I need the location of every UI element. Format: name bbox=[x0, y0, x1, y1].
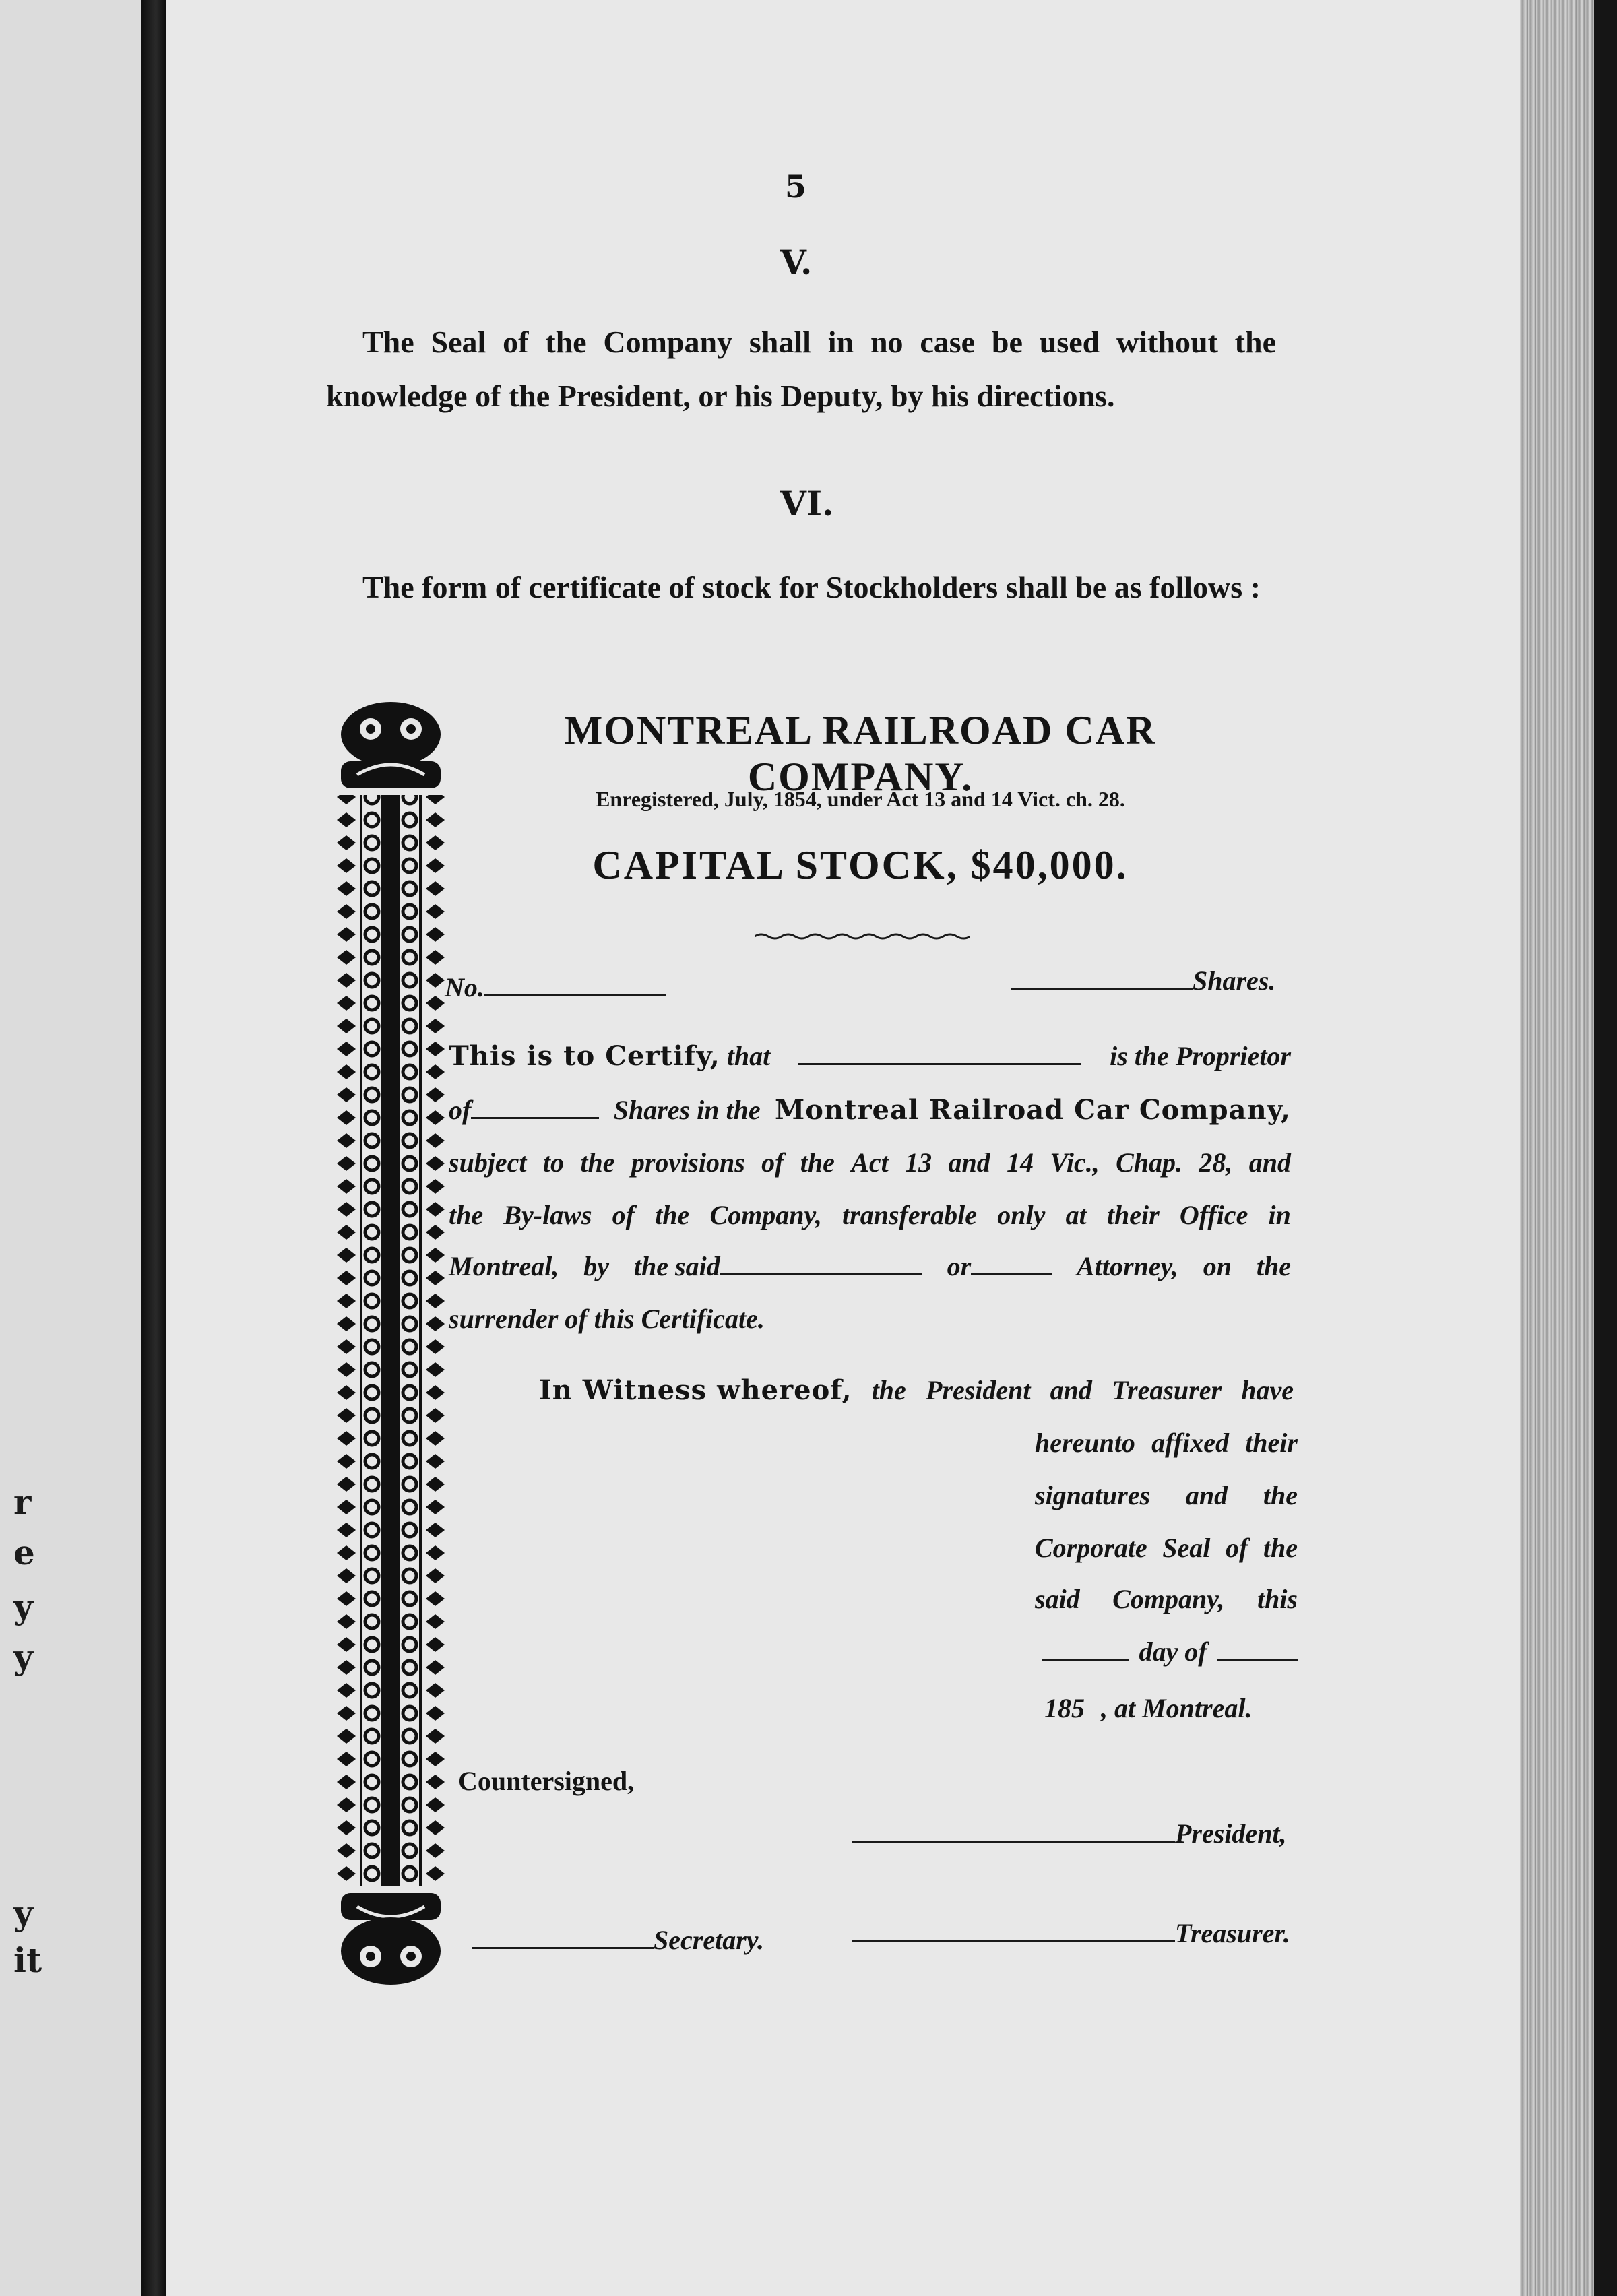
text-word: the bbox=[580, 1147, 615, 1178]
bylaws-line bbox=[449, 1199, 1291, 1231]
text-word: of bbox=[761, 1147, 784, 1178]
secretary-signature-line bbox=[472, 1924, 764, 1956]
text-word: or bbox=[947, 1251, 972, 1281]
witness-whereof-line bbox=[539, 1374, 1294, 1406]
month-blank bbox=[1217, 1638, 1298, 1661]
text-word: Act bbox=[851, 1147, 889, 1178]
shares-blank bbox=[1011, 967, 1193, 990]
montreal-said-line bbox=[449, 1250, 1291, 1282]
secretary-label: Secretary. bbox=[654, 1925, 765, 1955]
text-word: of bbox=[612, 1200, 635, 1230]
shares-label: Shares. bbox=[1193, 965, 1276, 996]
treasurer-signature-line bbox=[852, 1917, 1290, 1949]
text-word: Montreal, bbox=[449, 1251, 559, 1281]
ornament-top-cap bbox=[341, 702, 441, 788]
section-vi-heading: VI. bbox=[780, 484, 834, 523]
ornament-bottom-cap bbox=[341, 1893, 441, 1985]
company-name-gothic: Montreal Railroad Car Company, bbox=[774, 1094, 1291, 1126]
number-blank bbox=[484, 974, 666, 996]
adjacent-page-edge bbox=[0, 0, 141, 2296]
certify-lead: This is to Certify, bbox=[449, 1040, 720, 1072]
day-of-text: day of bbox=[1139, 1636, 1207, 1667]
certify-line bbox=[449, 1040, 1291, 1072]
certificate-company-name: MONTREAL RAILROAD CAR COMPANY. bbox=[564, 708, 1157, 799]
text-word: their bbox=[1106, 1200, 1160, 1230]
text-word: Treasurer bbox=[1112, 1375, 1222, 1405]
text-word: on bbox=[1203, 1251, 1232, 1281]
year-place-line bbox=[1044, 1692, 1298, 1724]
decorative-rule bbox=[755, 931, 970, 940]
text-word: Company, bbox=[709, 1200, 822, 1230]
certificate-registration: Enregistered, July, 1854, under Act 13 and 14 Vict. ch. 28. bbox=[596, 787, 1125, 811]
text-word: Attorney, bbox=[1077, 1251, 1178, 1281]
text-word: 13 bbox=[905, 1147, 932, 1178]
secretary-signature-blank bbox=[472, 1927, 654, 1949]
text-word: Vic., bbox=[1050, 1147, 1100, 1178]
witness-col-line: hereunto affixed their bbox=[1035, 1428, 1298, 1458]
adjacent-page-fragment: e bbox=[13, 1533, 35, 1572]
of-word: of bbox=[449, 1095, 472, 1125]
treasurer-signature-blank bbox=[852, 1920, 1175, 1942]
text-word: by bbox=[583, 1251, 610, 1281]
text-word: the bbox=[655, 1200, 690, 1230]
text-word: and bbox=[1248, 1147, 1291, 1178]
that-word: that bbox=[726, 1041, 771, 1071]
president-label: President, bbox=[1175, 1818, 1287, 1849]
adjacent-page-fragment: y bbox=[13, 1893, 34, 1933]
text-word: and bbox=[948, 1147, 990, 1178]
shares-count-field bbox=[1011, 965, 1275, 996]
witness-lead: In Witness whereof, bbox=[539, 1374, 852, 1406]
year-prefix: 185 bbox=[1044, 1693, 1085, 1723]
witness-col-line: said Company, this bbox=[1035, 1584, 1298, 1614]
adjacent-page-fragment: it bbox=[13, 1940, 42, 1980]
countersigned-label: Countersigned, bbox=[458, 1766, 635, 1796]
president-signature-line bbox=[852, 1818, 1287, 1849]
treasurer-label: Treasurer. bbox=[1175, 1918, 1290, 1948]
ornamental-border bbox=[330, 694, 451, 1994]
text-word: President bbox=[925, 1375, 1031, 1405]
text-word: the bbox=[449, 1200, 484, 1230]
book-gutter bbox=[141, 0, 166, 2296]
section-v-text: The Seal of the Company shall in no case be used without the knowledge of the President, or his Deputy, by his directions. bbox=[326, 325, 1276, 413]
certificate-number-field bbox=[445, 971, 666, 1003]
text-word: and bbox=[1050, 1375, 1092, 1405]
witness-col-line: signatures and the bbox=[1035, 1480, 1298, 1510]
president-signature-blank bbox=[852, 1820, 1175, 1843]
text-word: the said bbox=[633, 1251, 720, 1281]
number-label: No. bbox=[445, 972, 484, 1002]
text-word: to bbox=[542, 1147, 565, 1178]
text-word: Chap. bbox=[1116, 1147, 1183, 1178]
text-word: in bbox=[1268, 1200, 1291, 1230]
text-word: transferable bbox=[842, 1200, 978, 1230]
text-word: at bbox=[1065, 1200, 1087, 1230]
adjacent-page-fragment: r bbox=[13, 1482, 32, 1522]
proprietor-name-blank bbox=[798, 1043, 1081, 1065]
shares-in-text: Shares in the bbox=[613, 1095, 761, 1125]
witness-col-line: Corporate Seal of the bbox=[1035, 1533, 1298, 1563]
day-blank bbox=[1042, 1638, 1129, 1661]
adjacent-page-fragment: y bbox=[13, 1637, 34, 1677]
text-word: have bbox=[1241, 1375, 1294, 1405]
attorney-blank bbox=[971, 1253, 1052, 1275]
text-word: subject bbox=[449, 1147, 527, 1178]
adjacent-page-fragment: y bbox=[13, 1587, 34, 1626]
place-text: , at Montreal. bbox=[1101, 1693, 1253, 1723]
text-word: the bbox=[1256, 1251, 1291, 1281]
certificate-capital-stock: CAPITAL STOCK, $40,000. bbox=[592, 843, 1129, 887]
provisions-line bbox=[449, 1147, 1291, 1178]
text-word: 28, bbox=[1199, 1147, 1233, 1178]
text-word: 14 bbox=[1007, 1147, 1034, 1178]
text-word: the bbox=[871, 1375, 906, 1405]
section-vi-text: The form of certificate of stock for Stockholders shall be as follows : bbox=[362, 570, 1261, 604]
page-number: 5 bbox=[785, 168, 807, 205]
text-word: only bbox=[997, 1200, 1046, 1230]
text-word: By-laws bbox=[503, 1200, 592, 1230]
holder-name-blank bbox=[720, 1253, 922, 1275]
share-count-blank bbox=[471, 1097, 599, 1119]
day-of-line bbox=[1042, 1636, 1298, 1667]
surrender-line: surrender of this Certificate. bbox=[449, 1304, 765, 1334]
shares-in-line bbox=[449, 1094, 1291, 1126]
proprietor-label: is the Proprietor bbox=[1110, 1041, 1291, 1071]
text-word: the bbox=[800, 1147, 835, 1178]
page-stack-edges bbox=[1520, 0, 1617, 2296]
text-word: provisions bbox=[631, 1147, 745, 1178]
section-v-heading: V. bbox=[780, 243, 813, 282]
text-word: Office bbox=[1179, 1200, 1248, 1230]
